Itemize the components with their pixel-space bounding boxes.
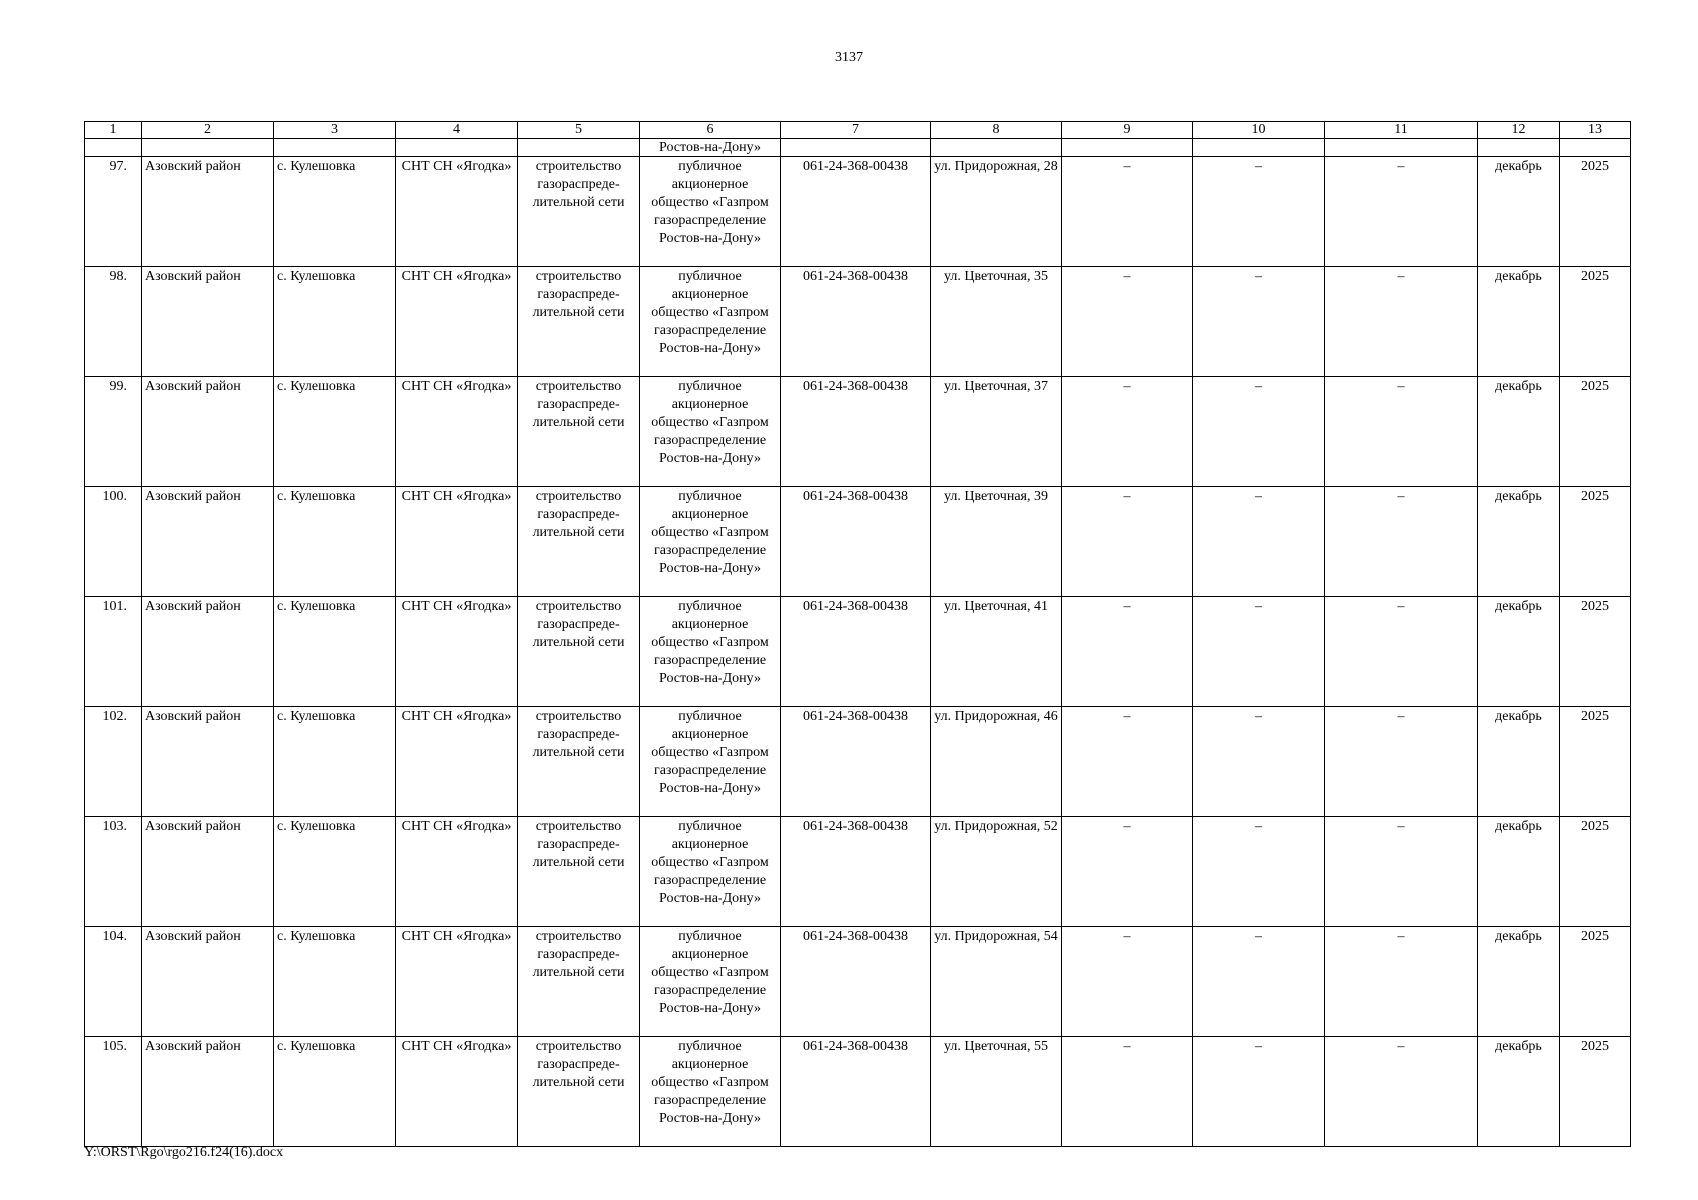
month-cell: декабрь [1478,707,1560,817]
column-9-cell: – [1062,267,1193,377]
continuation-cell [1062,139,1193,157]
column-number-cell: 7 [781,122,931,139]
row-number: 100. [85,487,142,597]
table-row [85,157,1631,267]
register-table [84,121,1631,1147]
object-cell: СНТ СН «Ягодка» [396,487,518,597]
column-number-cell: 2 [142,122,274,139]
organization-cell: публичное акционерное общество «Газпром газораспределение Ростов-на-Дону» [640,597,781,707]
row-number: 103. [85,817,142,927]
organization-cell: публичное акционерное общество «Газпром газораспределение Ростов-на-Дону» [640,927,781,1037]
column-10-cell: – [1193,1037,1325,1147]
object-cell: СНТ СН «Ягодка» [396,597,518,707]
row-number: 98. [85,267,142,377]
work-type-cell: строительство газораспреде-лительной сети [518,597,640,707]
district-cell: Азовский район [142,597,274,707]
column-10-cell: – [1193,707,1325,817]
address-cell: ул. Придорожная, 46 [931,707,1062,817]
column-11-cell: – [1325,1037,1478,1147]
year-cell: 2025 [1560,817,1631,927]
month-cell: декабрь [1478,267,1560,377]
registry-code-cell: 061-24-368-00438 [781,157,931,267]
table-row [85,817,1631,927]
registry-code-cell: 061-24-368-00438 [781,707,931,817]
address-cell: ул. Цветочная, 37 [931,377,1062,487]
registry-code-cell: 061-24-368-00438 [781,817,931,927]
column-9-cell: – [1062,377,1193,487]
address-cell: ул. Цветочная, 55 [931,1037,1062,1147]
object-cell: СНТ СН «Ягодка» [396,817,518,927]
year-cell: 2025 [1560,1037,1631,1147]
column-10-cell: – [1193,597,1325,707]
table-row [85,927,1631,1037]
row-number: 104. [85,927,142,1037]
work-type-cell: строительство газораспреде-лительной сети [518,377,640,487]
column-9-cell: – [1062,817,1193,927]
row-number: 105. [85,1037,142,1147]
column-11-cell: – [1325,707,1478,817]
column-number-cell: 8 [931,122,1062,139]
month-cell: декабрь [1478,817,1560,927]
table-row [85,1037,1631,1147]
year-cell: 2025 [1560,487,1631,597]
registry-code-cell: 061-24-368-00438 [781,377,931,487]
table-row [85,707,1631,817]
organization-cell: публичное акционерное общество «Газпром газораспределение Ростов-на-Дону» [640,487,781,597]
continuation-cell [781,139,931,157]
column-9-cell: – [1062,1037,1193,1147]
settlement-cell: с. Кулешовка [274,377,396,487]
table-row [85,377,1631,487]
column-11-cell: – [1325,927,1478,1037]
district-cell: Азовский район [142,267,274,377]
settlement-cell: с. Кулешовка [274,927,396,1037]
column-11-cell: – [1325,377,1478,487]
address-cell: ул. Цветочная, 41 [931,597,1062,707]
column-9-cell: – [1062,707,1193,817]
settlement-cell: с. Кулешовка [274,817,396,927]
settlement-cell: с. Кулешовка [274,487,396,597]
column-10-cell: – [1193,817,1325,927]
footer-file-path: Y:\ORST\Rgo\rgo216.f24(16).docx [84,1145,284,1160]
work-type-cell: строительство газораспреде-лительной сети [518,817,640,927]
settlement-cell: с. Кулешовка [274,1037,396,1147]
row-number: 97. [85,157,142,267]
continuation-cell [1193,139,1325,157]
page-number: 3137 [835,50,863,65]
continuation-row [85,139,1631,157]
continuation-cell [85,139,142,157]
column-10-cell: – [1193,157,1325,267]
table-row [85,487,1631,597]
work-type-cell: строительство газораспреде-лительной сети [518,927,640,1037]
object-cell: СНТ СН «Ягодка» [396,1037,518,1147]
column-number-row [85,122,1631,139]
address-cell: ул. Цветочная, 39 [931,487,1062,597]
month-cell: декабрь [1478,487,1560,597]
year-cell: 2025 [1560,267,1631,377]
settlement-cell: с. Кулешовка [274,267,396,377]
row-number: 102. [85,707,142,817]
registry-code-cell: 061-24-368-00438 [781,927,931,1037]
object-cell: СНТ СН «Ягодка» [396,157,518,267]
address-cell: ул. Придорожная, 52 [931,817,1062,927]
continuation-cell [931,139,1062,157]
column-11-cell: – [1325,817,1478,927]
year-cell: 2025 [1560,157,1631,267]
year-cell: 2025 [1560,927,1631,1037]
row-number: 99. [85,377,142,487]
year-cell: 2025 [1560,377,1631,487]
organization-cell: публичное акционерное общество «Газпром газораспределение Ростов-на-Дону» [640,707,781,817]
organization-cell: публичное акционерное общество «Газпром газораспределение Ростов-на-Дону» [640,817,781,927]
district-cell: Азовский район [142,817,274,927]
continuation-cell [274,139,396,157]
settlement-cell: с. Кулешовка [274,157,396,267]
column-number-cell: 5 [518,122,640,139]
district-cell: Азовский район [142,157,274,267]
column-number-cell: 11 [1325,122,1478,139]
district-cell: Азовский район [142,707,274,817]
registry-code-cell: 061-24-368-00438 [781,597,931,707]
row-number: 101. [85,597,142,707]
address-cell: ул. Придорожная, 54 [931,927,1062,1037]
organization-cell: публичное акционерное общество «Газпром газораспределение Ростов-на-Дону» [640,157,781,267]
month-cell: декабрь [1478,927,1560,1037]
work-type-cell: строительство газораспреде-лительной сети [518,157,640,267]
continuation-cell [518,139,640,157]
column-number-cell: 4 [396,122,518,139]
registry-code-cell: 061-24-368-00438 [781,1037,931,1147]
organization-cell: публичное акционерное общество «Газпром газораспределение Ростов-на-Дону» [640,1037,781,1147]
column-9-cell: – [1062,487,1193,597]
object-cell: СНТ СН «Ягодка» [396,267,518,377]
settlement-cell: с. Кулешовка [274,707,396,817]
year-cell: 2025 [1560,707,1631,817]
object-cell: СНТ СН «Ягодка» [396,927,518,1037]
registry-code-cell: 061-24-368-00438 [781,487,931,597]
month-cell: декабрь [1478,597,1560,707]
continuation-text: Ростов-на-Дону» [640,139,781,157]
work-type-cell: строительство газораспреде-лительной сети [518,267,640,377]
continuation-cell [142,139,274,157]
month-cell: декабрь [1478,1037,1560,1147]
organization-cell: публичное акционерное общество «Газпром газораспределение Ростов-на-Дону» [640,267,781,377]
column-10-cell: – [1193,377,1325,487]
district-cell: Азовский район [142,487,274,597]
district-cell: Азовский район [142,927,274,1037]
settlement-cell: с. Кулешовка [274,597,396,707]
district-cell: Азовский район [142,377,274,487]
object-cell: СНТ СН «Ягодка» [396,377,518,487]
column-10-cell: – [1193,267,1325,377]
column-10-cell: – [1193,487,1325,597]
month-cell: декабрь [1478,157,1560,267]
organization-cell: публичное акционерное общество «Газпром газораспределение Ростов-на-Дону» [640,377,781,487]
month-cell: декабрь [1478,377,1560,487]
column-number-cell: 3 [274,122,396,139]
column-10-cell: – [1193,927,1325,1037]
column-9-cell: – [1062,597,1193,707]
column-number-cell: 10 [1193,122,1325,139]
registry-code-cell: 061-24-368-00438 [781,267,931,377]
column-9-cell: – [1062,927,1193,1037]
work-type-cell: строительство газораспреде-лительной сети [518,487,640,597]
column-11-cell: – [1325,267,1478,377]
address-cell: ул. Придорожная, 28 [931,157,1062,267]
year-cell: 2025 [1560,597,1631,707]
object-cell: СНТ СН «Ягодка» [396,707,518,817]
register-table-wrapper [84,121,1631,1147]
column-11-cell: – [1325,487,1478,597]
continuation-cell [396,139,518,157]
column-number-cell: 13 [1560,122,1631,139]
table-body [85,122,1631,1147]
column-number-cell: 1 [85,122,142,139]
work-type-cell: строительство газораспреде-лительной сети [518,707,640,817]
column-11-cell: – [1325,157,1478,267]
column-11-cell: – [1325,597,1478,707]
column-number-cell: 12 [1478,122,1560,139]
continuation-cell [1325,139,1478,157]
continuation-cell [1478,139,1560,157]
work-type-cell: строительство газораспреде-лительной сети [518,1037,640,1147]
table-row [85,267,1631,377]
column-number-cell: 6 [640,122,781,139]
address-cell: ул. Цветочная, 35 [931,267,1062,377]
column-9-cell: – [1062,157,1193,267]
district-cell: Азовский район [142,1037,274,1147]
column-number-cell: 9 [1062,122,1193,139]
continuation-cell [1560,139,1631,157]
table-row [85,597,1631,707]
